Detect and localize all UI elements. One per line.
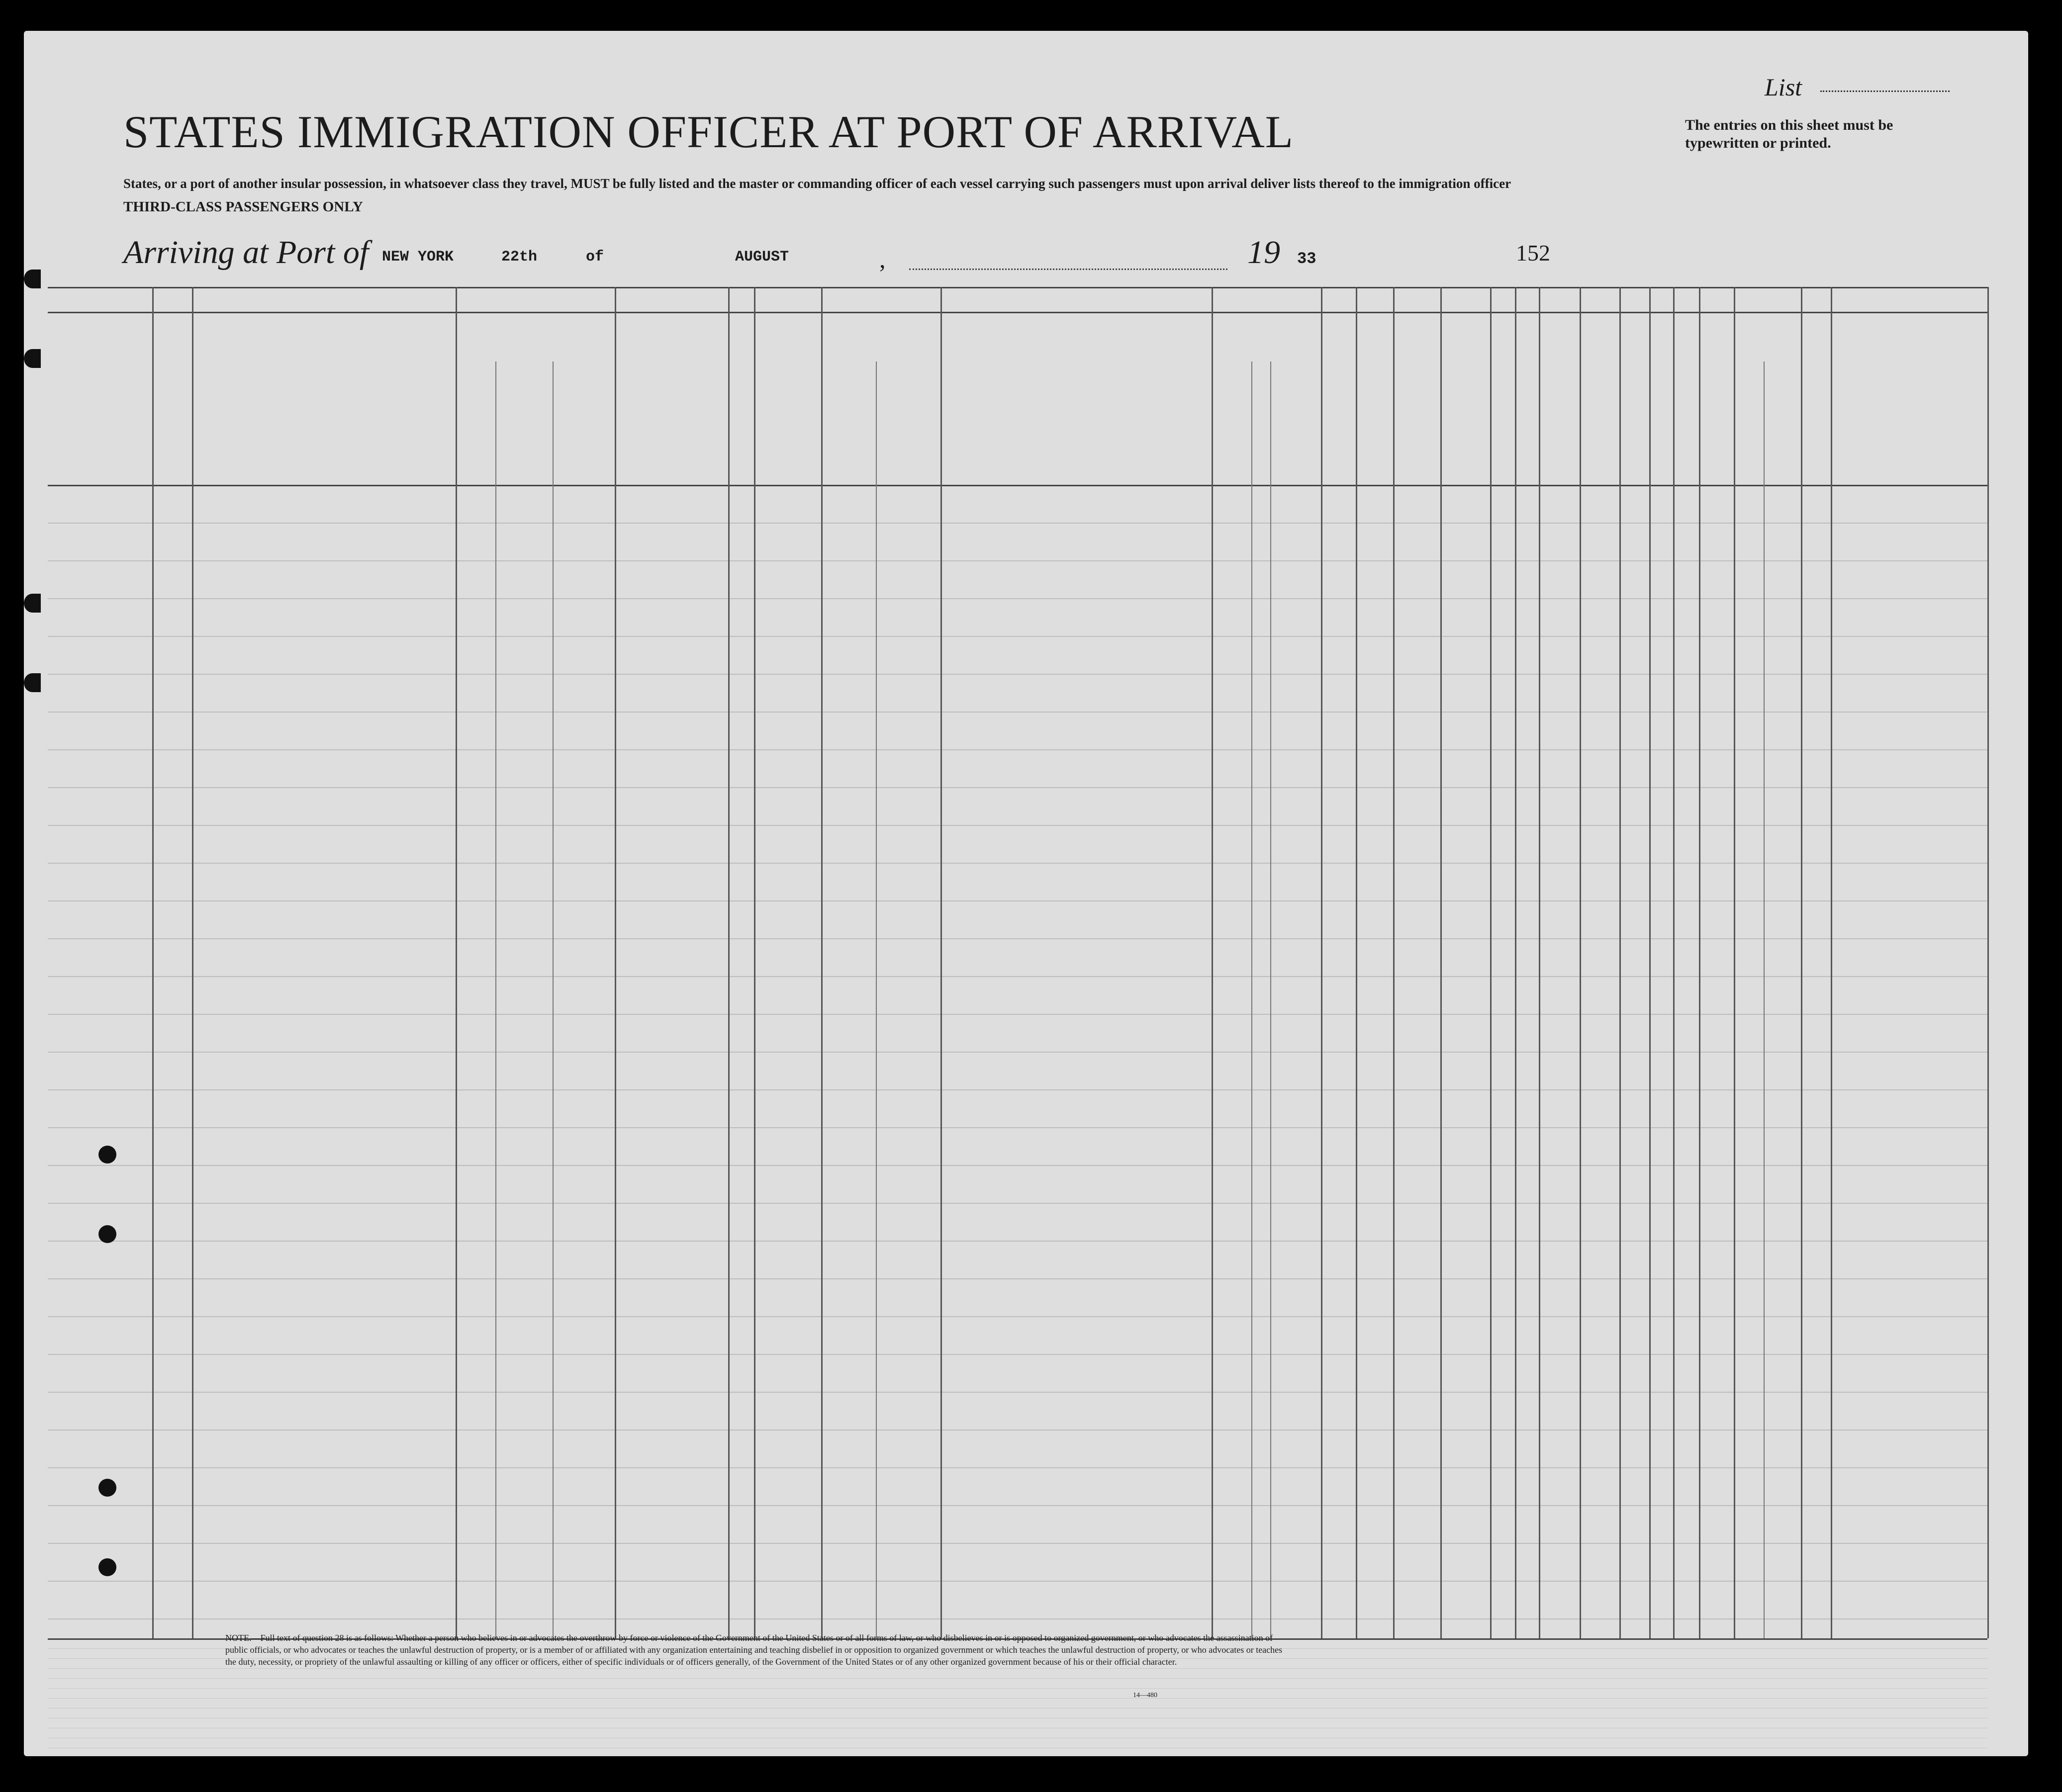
ledger-rule (48, 1698, 1987, 1699)
table-row-rule (48, 1467, 1987, 1468)
manifest-sheet (24, 31, 2028, 1756)
column-rule (192, 287, 193, 1638)
punch-hole-icon (98, 1558, 116, 1576)
column-rule (1490, 287, 1492, 1638)
binder-hole-icon (24, 349, 41, 368)
arrival-year-suffix: 33 (1297, 250, 1316, 268)
arrival-comma: , (879, 245, 886, 273)
table-row-rule (48, 1278, 1987, 1279)
table-row-rule (48, 1203, 1987, 1204)
ledger-rule (48, 1678, 1987, 1679)
table-row-rule (48, 1430, 1987, 1431)
column-rule (1801, 287, 1802, 1638)
sub-column-rule (1270, 361, 1271, 1638)
column-rule (728, 287, 730, 1638)
column-rule (615, 287, 616, 1638)
column-rule (754, 287, 755, 1638)
manifest-table (48, 252, 1987, 1634)
form-number: 14—480 (1133, 1692, 1157, 1699)
table-row-rule (48, 938, 1987, 939)
arrival-month: AUGUST (735, 249, 789, 266)
table-row-rule (48, 900, 1987, 901)
list-number-blank (1820, 90, 1950, 92)
punch-hole-icon (98, 1225, 116, 1243)
table-row-rule (48, 749, 1987, 750)
table-row-rule (48, 523, 1987, 524)
sub-column-rule (1764, 361, 1765, 1638)
column-rule (1699, 287, 1700, 1638)
sub-column-rule (1251, 361, 1252, 1638)
arrival-port: NEW YORK (382, 249, 454, 266)
column-rule (1356, 287, 1357, 1638)
table-row-rule (48, 787, 1987, 788)
column-rule (1580, 287, 1581, 1638)
question-28-note: NOTE.—Full text of question 28 is as follows: Whether a person who believes in or advocates the overthrow by force or violence of the Government of the United States or of all forms of law, or who disbelieves in or is opposed to organized government, or who advocates the assassination of public officials, or who advocates or teaches the unlawful destruction of property, or is a member of or affiliated with any organization entertaining and teaching disbelief in or opposition to organized government or which teaches the unlawful destruction of property, or who advocates or teaches the duty, necessity, or propriety of the unlawful assaulting or killing of any officer or officers, either of specific individuals or of officers generally, of the Government of the United States or of any other organized government because of his or their official character. (225, 1633, 1283, 1667)
arrival-year-prefix: 19 (1247, 234, 1280, 270)
table-header-top-rule (48, 312, 1987, 313)
column-rule (1515, 287, 1516, 1638)
table-top-rule (48, 287, 1987, 288)
table-row-rule (48, 636, 1987, 637)
form-intro: States, or a port of another insular possession, in whatsoever class they travel, MUST be fully listed and the master or commanding officer of each vessel carrying such passengers must upon arrival deliver lists thereof to the immigration officer (123, 176, 1511, 191)
binder-hole-icon (24, 673, 41, 692)
table-row-rule (48, 1505, 1987, 1506)
sub-column-rule (495, 361, 496, 1638)
column-rule (1831, 287, 1832, 1638)
table-row-rule (48, 1165, 1987, 1166)
table-row-rule (48, 712, 1987, 713)
column-rule (821, 287, 823, 1638)
column-rule (456, 287, 457, 1638)
table-row-rule (48, 1089, 1987, 1090)
column-rule (1619, 287, 1621, 1638)
table-row-rule (48, 1543, 1987, 1544)
column-rule (1440, 287, 1442, 1638)
table-row-rule (48, 1014, 1987, 1015)
table-row-rule (48, 560, 1987, 561)
list-label: List (1765, 73, 1802, 101)
arrival-of: of (586, 249, 604, 266)
column-rule (940, 287, 942, 1638)
sub-column-rule (876, 361, 877, 1638)
column-rule (152, 287, 154, 1638)
table-row-rule (48, 674, 1987, 675)
column-rule (1987, 287, 1989, 1638)
table-header-bottom-rule (48, 485, 1987, 486)
ledger-rule (48, 1688, 1987, 1689)
table-row-rule (48, 825, 1987, 826)
table-row-rule (48, 598, 1987, 599)
table-row-rule (48, 1618, 1987, 1619)
arrival-day: 22th (501, 249, 538, 266)
table-row-rule (48, 1127, 1987, 1128)
binder-hole-icon (24, 269, 41, 288)
column-rule (1673, 287, 1675, 1638)
sub-column-rule (553, 361, 554, 1638)
column-rule (1734, 287, 1735, 1638)
column-rule (1649, 287, 1651, 1638)
table-row-rule (48, 1316, 1987, 1317)
binder-hole-icon (24, 594, 41, 613)
table-row-rule (48, 1354, 1987, 1355)
ledger-rule (48, 1668, 1987, 1669)
table-row-rule (48, 1052, 1987, 1053)
form-title: STATES IMMIGRATION OFFICER AT PORT OF ARRIVAL (123, 106, 1294, 157)
column-rule (1393, 287, 1395, 1638)
table-row-rule (48, 863, 1987, 864)
page-number: 152 (1516, 240, 1550, 266)
table-row-rule (48, 976, 1987, 977)
table-row-rule (48, 1581, 1987, 1582)
column-rule (1539, 287, 1540, 1638)
punch-hole-icon (98, 1479, 116, 1497)
table-row-rule (48, 1241, 1987, 1242)
arriving-port-label: Arriving at Port of (123, 234, 369, 270)
column-rule (1321, 287, 1322, 1638)
punch-hole-icon (98, 1146, 116, 1164)
typewritten-instructions: The entries on this sheet must be typewritten or printed. (1685, 117, 1893, 151)
column-rule (1212, 287, 1213, 1638)
passenger-class-label: THIRD-CLASS PASSENGERS ONLY (123, 199, 363, 215)
table-row-rule (48, 1392, 1987, 1393)
